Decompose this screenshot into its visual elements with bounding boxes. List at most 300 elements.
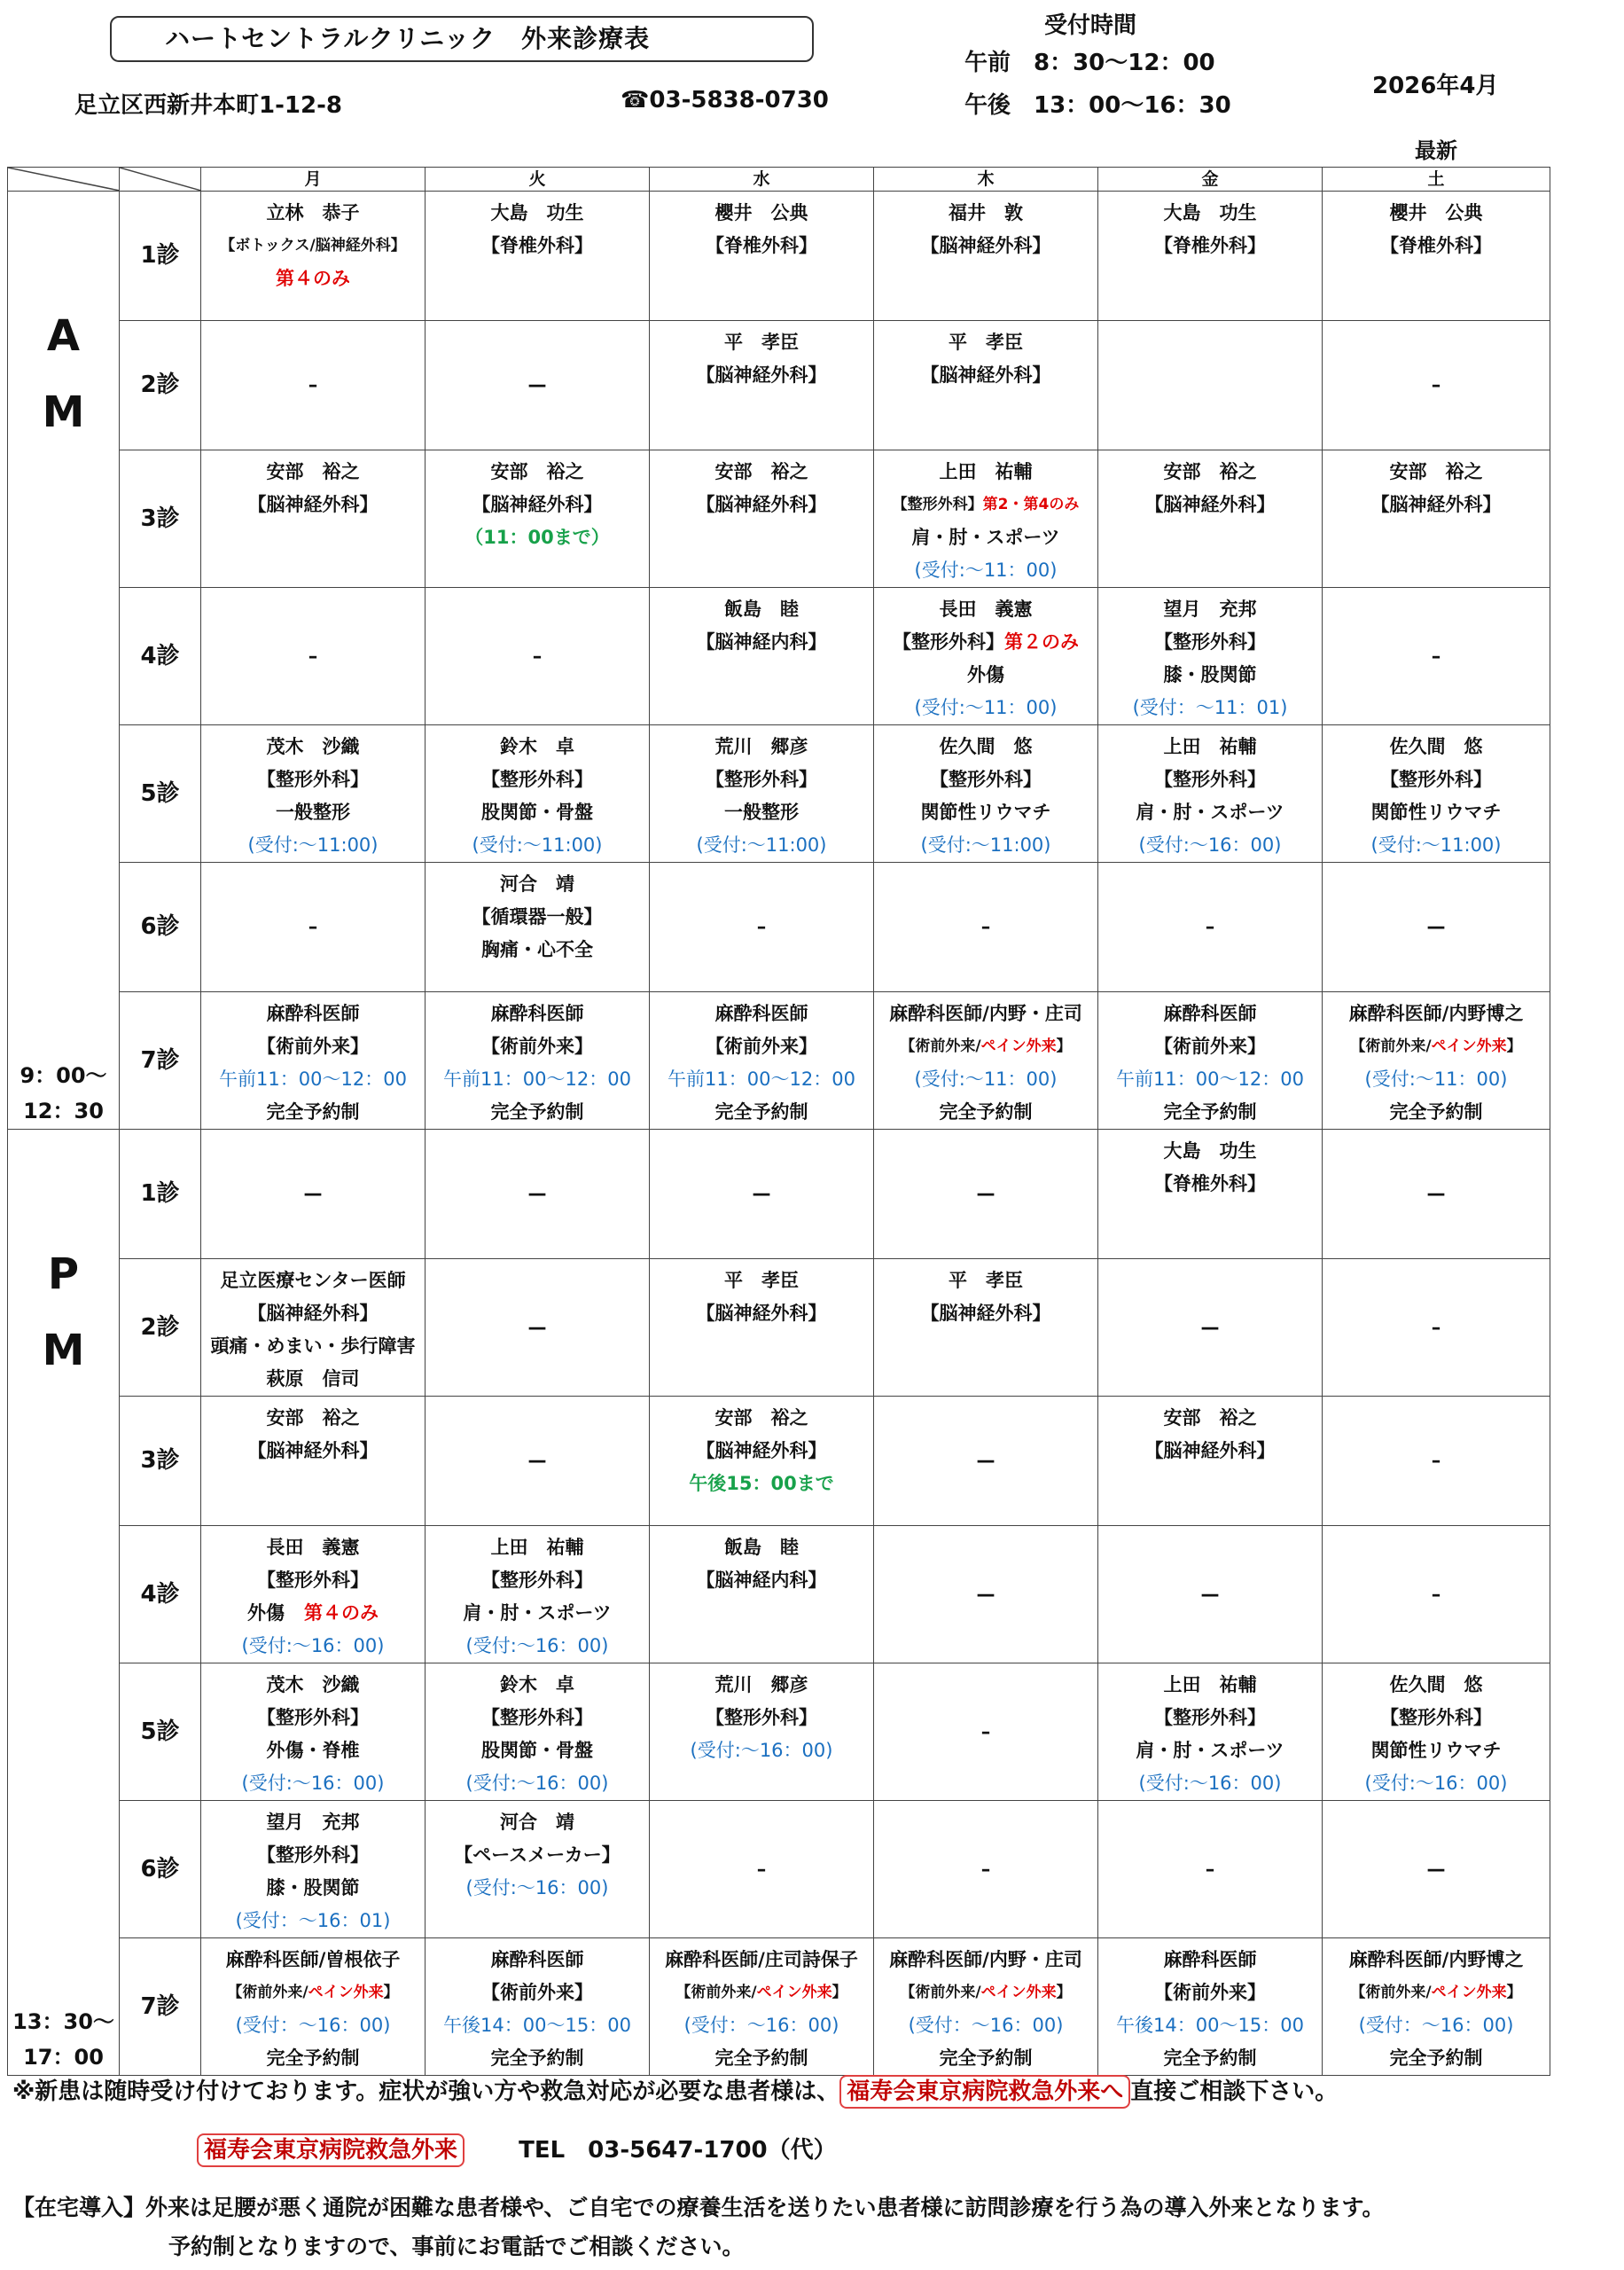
pm-mon-slot7-cell — [201, 1938, 426, 2076]
pm-fri-slot3-cell — [1098, 1397, 1323, 1526]
am-tue-slot2-cell: — — [426, 321, 650, 450]
cell-text: 【整形外科】 — [893, 631, 1004, 653]
am-wed-slot4-cell — [650, 588, 874, 725]
pain-clinic-label: ペイン外来 — [308, 1984, 384, 2001]
am-fri-slot6-cell: – — [1098, 863, 1323, 992]
cell-text: 【術前外来/ — [675, 1984, 757, 2001]
pm-wed-slot7-cell — [650, 1938, 874, 2076]
cell-line: 肩・肘・スポーツ — [1136, 1740, 1284, 1761]
pm-wed-slot3-cell — [650, 1397, 874, 1526]
cell-line: 完全予約制 — [266, 2047, 360, 2069]
cell-text: 【術前外来/ — [227, 1984, 308, 2001]
cell-line: (受付:～11:00) — [920, 834, 1051, 856]
pm-sat-slot4-cell: – — [1323, 1526, 1550, 1663]
cell-line: 佐久間 悠 — [1389, 1674, 1483, 1695]
cell-line: 麻酔科医師 — [490, 1003, 584, 1024]
pm-label-1: P — [47, 1249, 80, 1299]
cell-line: (受付：～16：00) — [683, 2015, 839, 2036]
cell-text: 外傷 — [247, 1602, 285, 1624]
corner-cell — [8, 168, 120, 192]
cell-line: 頭痛・めまい・歩行障害 — [210, 1335, 416, 1357]
cell-line: 【脊椎外科】 — [481, 235, 593, 256]
am-thu-slot4-cell — [874, 588, 1098, 725]
am-mon-slot4-cell: – — [201, 588, 426, 725]
am-row-4 — [8, 588, 1550, 725]
day-fri: 金 — [1098, 168, 1323, 192]
cell-line: (受付:～11：00) — [1364, 1068, 1508, 1090]
pm-slot-3: 3診 — [120, 1397, 201, 1526]
cell-line: (受付:～16：00) — [465, 1635, 609, 1656]
cell-line: 【術前外来】 — [1154, 1036, 1266, 1057]
cell-line: (受付:～16：00) — [1138, 834, 1282, 856]
day-wed: 水 — [650, 168, 874, 192]
cell-line: 【脳神経外科】 — [247, 1440, 379, 1461]
am-row-5 — [8, 725, 1550, 863]
cell-line: 河合 靖 — [500, 1812, 574, 1833]
cell-line: 【整形外科】 — [481, 1707, 593, 1728]
cell-text: 【術前外来/ — [900, 1984, 981, 2001]
cell-line: 股関節・骨盤 — [481, 1740, 593, 1761]
cell-line: 大島 功生 — [1163, 1140, 1257, 1162]
cell-line: 上田 祐輔 — [939, 461, 1033, 482]
cell-line: 完全予約制 — [939, 2047, 1033, 2069]
cell-text: 】 — [1506, 1037, 1522, 1055]
am-slot-3: 3診 — [120, 450, 201, 588]
cell-line: 一般整形 — [724, 802, 799, 823]
clinic-phone: ☎03-5838-0730 — [621, 87, 829, 114]
week-restriction: 第２のみ — [1004, 631, 1079, 653]
cell-line: 櫻井 公典 — [1389, 202, 1483, 223]
cell-line: 佐久間 悠 — [1389, 736, 1483, 757]
am-fri-slot4-cell — [1098, 588, 1323, 725]
cell-line — [1323, 1030, 1550, 1063]
cell-line: (受付：～16：00) — [908, 2015, 1064, 2036]
cell-line: 長田 義憲 — [939, 599, 1033, 620]
pain-clinic-label: ペイン外来 — [980, 1984, 1057, 2001]
pm-thu-slot1-cell: — — [874, 1130, 1098, 1259]
pm-fri-slot1-cell — [1098, 1130, 1323, 1259]
am-hours-start: 9：00～ — [20, 1063, 107, 1088]
pm-slot-7: 7診 — [120, 1938, 201, 2076]
cell-line: 【脳神経外科】 — [696, 1303, 827, 1324]
am-fri-slot1-cell — [1098, 192, 1323, 321]
pm-tue-slot2-cell: — — [426, 1259, 650, 1397]
cell-line: 【脳神経外科】 — [247, 1303, 379, 1324]
am-tue-slot7-cell — [426, 992, 650, 1130]
cell-line: (受付:～11：00) — [914, 697, 1058, 718]
cell-line: 麻酔科医師/内野・庄司 — [889, 1003, 1082, 1024]
cell-line: 【整形外科】 — [706, 1707, 817, 1728]
pm-row-6 — [8, 1801, 1550, 1938]
am-thu-slot3-cell — [874, 450, 1098, 588]
am-wed-slot1-cell — [650, 192, 874, 321]
am-fri-slot3-cell — [1098, 450, 1323, 588]
cell-line: 【整形外科】 — [1380, 1707, 1492, 1728]
day-header-row — [8, 168, 1550, 192]
cell-line: 完全予約制 — [1389, 1101, 1483, 1123]
cell-line: 櫻井 公典 — [714, 202, 808, 223]
cell-line: 午後14：00～15：00 — [1116, 2015, 1304, 2036]
home-care-note-2: 予約制となりますので、事前にお電話でご相談ください。 — [168, 2234, 745, 2259]
am-fri-slot2-cell — [1098, 321, 1323, 450]
pm-thu-slot3-cell: — — [874, 1397, 1098, 1526]
cell-line: 【術前外来】 — [1154, 1982, 1266, 2003]
cell-line — [874, 489, 1097, 521]
am-thu-slot6-cell: – — [874, 863, 1098, 992]
cell-line: 上田 祐輔 — [1163, 736, 1257, 757]
am-row-2 — [8, 321, 1550, 450]
cell-line: 【脳神経内科】 — [696, 1569, 827, 1591]
cell-line: 【整形外科】 — [257, 1844, 369, 1866]
cell-line: 午前11：00～12：00 — [668, 1068, 855, 1090]
day-thu: 木 — [874, 168, 1098, 192]
cell-line: 【整形外科】 — [1380, 769, 1492, 790]
cell-line — [201, 1597, 425, 1630]
cell-line: 萩原 信司 — [266, 1368, 360, 1389]
cell-line: (受付:～16：00) — [465, 1877, 609, 1898]
cell-line: 【整形外科】 — [257, 769, 369, 790]
cell-line: 麻酔科医師 — [266, 1003, 360, 1024]
cell-line: 【ボトックス/脳神経外科】 — [220, 237, 406, 254]
cell-line: 麻酔科医師/内野博之 — [1348, 1949, 1524, 1970]
cell-line: 【脳神経外科】 — [472, 494, 603, 515]
cell-line: 麻酔科医師/曽根依子 — [225, 1949, 401, 1970]
cell-line: 安部 裕之 — [266, 1407, 360, 1429]
am-fri-slot5-cell — [1098, 725, 1323, 863]
day-mon: 月 — [201, 168, 426, 192]
pain-clinic-label: ペイン外来 — [1431, 1984, 1507, 2001]
cell-line: 平 孝臣 — [724, 1270, 799, 1291]
pm-sat-slot3-cell: – — [1323, 1397, 1550, 1526]
am-tue-slot5-cell — [426, 725, 650, 863]
pm-tue-slot4-cell — [426, 1526, 650, 1663]
am-slot-6: 6診 — [120, 863, 201, 992]
cell-line: 荒川 郷彦 — [714, 1674, 808, 1695]
am-slot-2: 2診 — [120, 321, 201, 450]
cell-line — [650, 1976, 873, 2009]
cell-line: 望月 充邦 — [1163, 599, 1257, 620]
cell-line: 【脊椎外科】 — [1154, 1173, 1266, 1194]
cell-line: 安部 裕之 — [1163, 461, 1257, 482]
am-wed-slot2-cell — [650, 321, 874, 450]
pm-wed-slot1-cell: — — [650, 1130, 874, 1259]
pm-fri-slot5-cell — [1098, 1663, 1323, 1801]
reception-am: 午前 8：30～12：00 — [964, 50, 1215, 76]
cell-line: 完全予約制 — [939, 1101, 1033, 1123]
cell-line: (受付:～11:00) — [1370, 834, 1502, 856]
cell-line: 安部 裕之 — [1163, 1407, 1257, 1429]
cell-line: 完全予約制 — [714, 2047, 808, 2069]
cell-line: (受付:～16：00) — [465, 1773, 609, 1794]
am-mon-slot2-cell: – — [201, 321, 426, 450]
cell-line: 【脳神経外科】 — [696, 364, 827, 386]
cell-line: 【脳神経外科】 — [1370, 494, 1502, 515]
am-wed-slot3-cell — [650, 450, 874, 588]
cell-text: 【整形外科】 — [892, 496, 983, 513]
clinic-address: 足立区西新井本町1-12-8 — [74, 92, 342, 119]
pm-slot-2: 2診 — [120, 1259, 201, 1397]
cell-line: 【脳神経外科】 — [247, 494, 379, 515]
cell-line: 麻酔科医師 — [1163, 1003, 1257, 1024]
am-sat-slot5-cell — [1323, 725, 1550, 863]
am-mon-slot6-cell: – — [201, 863, 426, 992]
pm-tue-slot5-cell — [426, 1663, 650, 1801]
am-slot-1: 1診 — [120, 192, 201, 321]
diagonal-line — [8, 168, 119, 191]
cell-line: 肩・肘・スポーツ — [463, 1602, 612, 1624]
pm-sat-slot6-cell: — — [1323, 1801, 1550, 1938]
day-sat: 土 — [1323, 168, 1550, 192]
am-label-2: M — [42, 387, 85, 437]
cell-line: 午前11：00～12：00 — [219, 1068, 407, 1090]
cell-line: 茂木 沙織 — [266, 1674, 360, 1695]
cell-line — [874, 1976, 1097, 2009]
cell-line: 望月 充邦 — [266, 1812, 360, 1833]
cell-line: (受付:～11:00) — [247, 834, 379, 856]
pm-thu-slot7-cell — [874, 1938, 1098, 2076]
pm-row-2 — [8, 1259, 1550, 1397]
pm-mon-slot2-cell — [201, 1259, 426, 1397]
cell-line: (受付：～16：00) — [1358, 2015, 1514, 2036]
cell-line: 長田 義憲 — [266, 1537, 360, 1558]
pm-period-cell — [8, 1130, 120, 2076]
cell-line: (受付:～11:00) — [696, 834, 827, 856]
am-tue-slot1-cell — [426, 192, 650, 321]
cell-line: 【整形外科】 — [1154, 631, 1266, 653]
cell-line: 【循環器一般】 — [472, 906, 603, 928]
cell-line: 【術前外来】 — [706, 1036, 817, 1057]
cell-line: 完全予約制 — [1163, 1101, 1257, 1123]
pain-clinic-label: ペイン外来 — [1431, 1037, 1507, 1055]
cell-line: 完全予約制 — [714, 1101, 808, 1123]
am-row-6 — [8, 863, 1550, 992]
cell-line: 福井 敦 — [949, 202, 1023, 223]
pm-fri-slot7-cell — [1098, 1938, 1323, 2076]
pm-slot-4: 4診 — [120, 1526, 201, 1663]
cell-line: 【脳神経外科】 — [920, 1303, 1051, 1324]
cell-line: 完全予約制 — [490, 2047, 584, 2069]
er-name: 福寿会東京病院救急外来 — [197, 2133, 465, 2167]
pm-row-4 — [8, 1526, 1550, 1663]
pm-wed-slot2-cell — [650, 1259, 874, 1397]
day-tue: 火 — [426, 168, 650, 192]
cell-line: 【脊椎外科】 — [1380, 235, 1492, 256]
pm-sat-slot7-cell — [1323, 1938, 1550, 2076]
cell-line: 外傷 — [967, 664, 1004, 685]
clinic-title: ハートセントラルクリニック 外来診療表 — [110, 16, 814, 62]
pain-clinic-label: ペイン外来 — [756, 1984, 832, 2001]
cell-text: 】 — [1506, 1984, 1522, 2001]
cell-line: 安部 裕之 — [714, 461, 808, 482]
cell-line: 麻酔科医師 — [714, 1003, 808, 1024]
am-thu-slot5-cell — [874, 725, 1098, 863]
pm-wed-slot5-cell — [650, 1663, 874, 1801]
cell-line: 午後15：00まで — [689, 1473, 834, 1494]
pm-thu-slot6-cell: – — [874, 1801, 1098, 1938]
am-sat-slot2-cell: – — [1323, 321, 1550, 450]
cell-line: 【ペースメーカー】 — [454, 1844, 621, 1866]
diagonal-line — [120, 168, 200, 191]
cell-line: 午後14：00～15：00 — [443, 2015, 631, 2036]
cell-line: 麻酔科医師/内野博之 — [1348, 1003, 1524, 1024]
cell-line: 関節性リウマチ — [920, 802, 1051, 823]
pm-slot-5: 5診 — [120, 1663, 201, 1801]
cell-line: (受付:～16：00) — [1364, 1773, 1508, 1794]
am-sat-slot4-cell: – — [1323, 588, 1550, 725]
cell-line: 安部 裕之 — [714, 1407, 808, 1429]
cell-line: (受付:～11：00) — [914, 560, 1058, 581]
cell-line: 【脳神経外科】 — [1144, 494, 1276, 515]
am-thu-slot2-cell — [874, 321, 1098, 450]
cell-line — [1323, 1976, 1550, 2009]
cell-line: 立林 恭子 — [266, 202, 360, 223]
pm-thu-slot5-cell: – — [874, 1663, 1098, 1801]
am-hours — [8, 1058, 119, 1129]
pm-sat-slot2-cell: – — [1323, 1259, 1550, 1397]
er-hospital-link: 福寿会東京病院救急外来へ — [839, 2075, 1130, 2109]
cell-line: 麻酔科医師/内野・庄司 — [889, 1949, 1082, 1970]
cell-line: （11：00まで） — [465, 527, 610, 548]
pm-fri-slot2-cell: — — [1098, 1259, 1323, 1397]
am-tue-slot4-cell: – — [426, 588, 650, 725]
cell-line: 【脳神経外科】 — [1144, 1440, 1276, 1461]
am-label-1: A — [46, 311, 81, 361]
pm-wed-slot4-cell — [650, 1526, 874, 1663]
pm-sat-slot1-cell: — — [1323, 1130, 1550, 1259]
pm-mon-slot4-cell — [201, 1526, 426, 1663]
pm-mon-slot6-cell — [201, 1801, 426, 1938]
pm-hours-start: 13：30～ — [12, 2009, 114, 2034]
am-sat-slot7-cell — [1323, 992, 1550, 1130]
cell-line: 【整形外科】 — [706, 769, 817, 790]
cell-text: 】 — [1056, 1984, 1072, 2001]
cell-line: 【脳神経内科】 — [696, 631, 827, 653]
cell-line: (受付：～16：01) — [235, 1910, 391, 1931]
cell-line: 【整形外科】 — [1154, 769, 1266, 790]
cell-text: 【術前外来/ — [1350, 1037, 1432, 1055]
am-row-7 — [8, 992, 1550, 1130]
cell-line: 関節性リウマチ — [1370, 802, 1502, 823]
cell-line: (受付:～16：00) — [690, 1740, 833, 1761]
cell-text: 】 — [383, 1984, 399, 2001]
cell-line: 【脳神経外科】 — [920, 364, 1051, 386]
pm-tue-slot1-cell: — — [426, 1130, 650, 1259]
am-fri-slot7-cell — [1098, 992, 1323, 1130]
cell-line: 【整形外科】 — [930, 769, 1042, 790]
reception-label: 受付時間 — [1044, 12, 1137, 39]
am-wed-slot5-cell — [650, 725, 874, 863]
cell-line: 【脊椎外科】 — [1154, 235, 1266, 256]
updated-label: 最新 — [1415, 138, 1457, 163]
cell-line: 安部 裕之 — [1389, 461, 1483, 482]
cell-line: 膝・股関節 — [266, 1877, 360, 1898]
am-tue-slot6-cell — [426, 863, 650, 992]
cell-line: 【脳神経外科】 — [920, 235, 1051, 256]
cell-line: 完全予約制 — [266, 1101, 360, 1123]
cell-line: 外傷・脊椎 — [266, 1740, 360, 1761]
pm-sat-slot5-cell — [1323, 1663, 1550, 1801]
am-slot-5: 5診 — [120, 725, 201, 863]
cell-line: 平 孝臣 — [949, 332, 1023, 353]
am-slot-7: 7診 — [120, 992, 201, 1130]
am-sat-slot6-cell: — — [1323, 863, 1550, 992]
cell-line: 【術前外来】 — [481, 1036, 593, 1057]
note-suffix: 直接ご相談下さい。 — [1130, 2078, 1339, 2105]
cell-line: 【整形外科】 — [481, 769, 593, 790]
cell-line: 完全予約制 — [1163, 2047, 1257, 2069]
er-tel: TEL 03-5647-1700（代） — [519, 2137, 837, 2164]
cell-line: (受付:～16：00) — [241, 1773, 385, 1794]
cell-line: 安部 裕之 — [490, 461, 584, 482]
cell-line: 【整形外科】 — [1154, 1707, 1266, 1728]
pm-thu-slot2-cell — [874, 1259, 1098, 1397]
cell-line: 関節性リウマチ — [1370, 1740, 1502, 1761]
pm-wed-slot6-cell: – — [650, 1801, 874, 1938]
am-wed-slot7-cell — [650, 992, 874, 1130]
cell-line: 平 孝臣 — [949, 1270, 1023, 1291]
week-restriction: 第４のみ — [304, 1602, 379, 1624]
cell-text: 】 — [832, 1984, 847, 2001]
am-wed-slot6-cell: – — [650, 863, 874, 992]
cell-line: 鈴木 卓 — [500, 1674, 574, 1695]
cell-line: 【脳神経外科】 — [696, 1440, 827, 1461]
pm-tue-slot6-cell — [426, 1801, 650, 1938]
cell-line: (受付：～11：01) — [1132, 697, 1288, 718]
pm-fri-slot4-cell: — — [1098, 1526, 1323, 1663]
cell-line: 肩・肘・スポーツ — [1136, 802, 1284, 823]
cell-line: 胸痛・心不全 — [481, 939, 593, 960]
am-period-cell — [8, 192, 120, 1130]
schedule-date: 2026年4月 — [1372, 73, 1499, 99]
am-mon-slot5-cell — [201, 725, 426, 863]
pm-label-2: M — [42, 1326, 85, 1375]
cell-line: 【整形外科】 — [257, 1569, 369, 1591]
am-row-1 — [8, 192, 1550, 321]
pm-hours-end: 17：00 — [23, 2045, 104, 2070]
pm-slot-1: 1診 — [120, 1130, 201, 1259]
cell-line: 大島 功生 — [490, 202, 584, 223]
am-tue-slot3-cell — [426, 450, 650, 588]
cell-line: 【整形外科】 — [481, 1569, 593, 1591]
cell-line: 【術前外来】 — [257, 1036, 369, 1057]
cell-line: 麻酔科医師 — [1163, 1949, 1257, 1970]
reception-pm: 午後 13：00～16：30 — [964, 92, 1231, 119]
pm-fri-slot6-cell: – — [1098, 1801, 1323, 1938]
er-contact — [197, 2132, 837, 2164]
am-mon-slot3-cell — [201, 450, 426, 588]
cell-text: 【術前外来/ — [1350, 1984, 1432, 2001]
pm-mon-slot3-cell — [201, 1397, 426, 1526]
cell-text: 】 — [1056, 1037, 1072, 1055]
cell-line — [874, 1030, 1097, 1063]
cell-line: 上田 祐輔 — [490, 1537, 584, 1558]
pm-hours — [8, 2004, 119, 2075]
cell-line: 上田 祐輔 — [1163, 1674, 1257, 1695]
pm-row-5 — [8, 1663, 1550, 1801]
cell-text: 【術前外来/ — [900, 1037, 981, 1055]
am-sat-slot3-cell — [1323, 450, 1550, 588]
pain-clinic-label: ペイン外来 — [980, 1037, 1057, 1055]
cell-line: 麻酔科医師/庄司詩保子 — [665, 1949, 858, 1970]
schedule-table — [7, 167, 1550, 2076]
pm-thu-slot4-cell: — — [874, 1526, 1098, 1663]
pm-tue-slot7-cell — [426, 1938, 650, 2076]
week-restriction: 第2・第4のみ — [982, 496, 1080, 513]
cell-line: (受付：～16：00) — [235, 2015, 391, 2036]
pm-row-3 — [8, 1397, 1550, 1526]
cell-line: 完全予約制 — [490, 1101, 584, 1123]
corner-cell-2 — [120, 168, 201, 192]
